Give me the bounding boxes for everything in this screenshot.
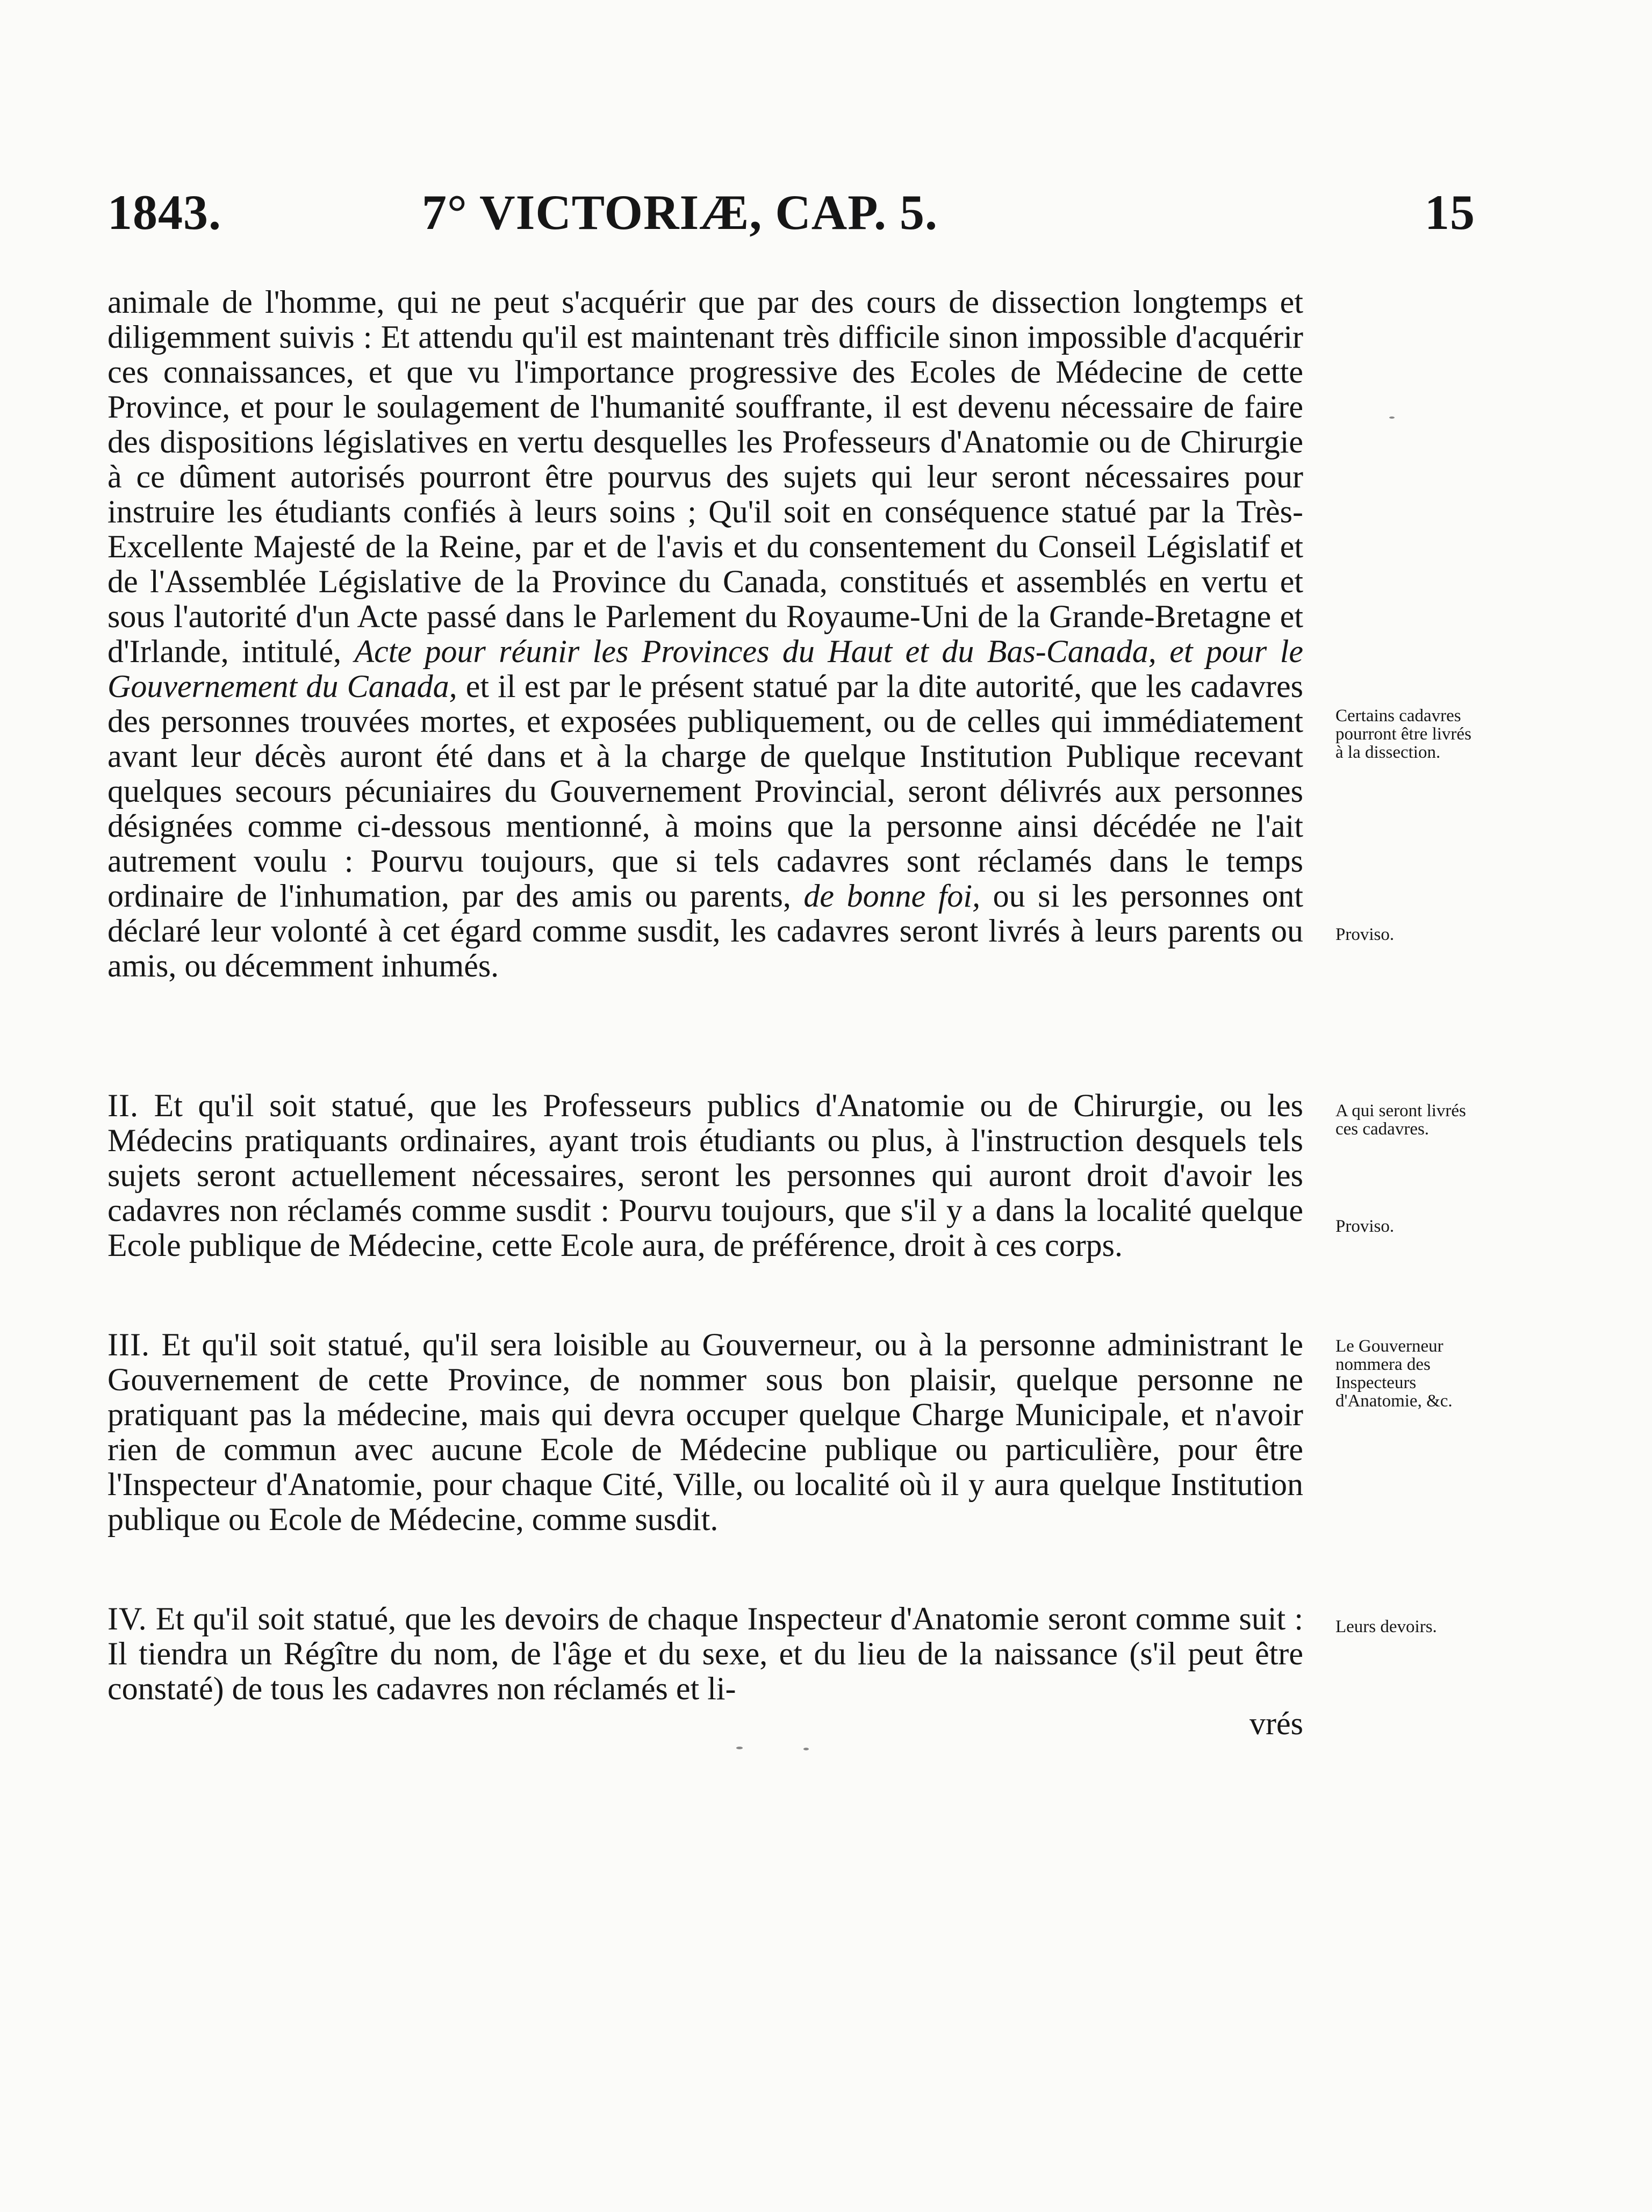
margin-note-gouverneur: Le Gouverneur nommera des Inspecteurs d'Anatomie, &c. xyxy=(1335,1337,1453,1411)
margin-note-a-qui: A qui seront livrés ces cadavres. xyxy=(1335,1101,1466,1139)
section-2-text: Et qu'il soit statué, que les Professeurs publics d'Anatomie ou de Chirurgie, ou les Médecins pratiquants ordinaires, ayant trois étudiants ou plus, à l'instruction desquels tels sujets seront actuellement nécessaires, seront les personnes qui auront droit d'avoir les cadavres non réclamés comme susdit : Pourvu toujours, que s'il y a dans la localité quelque Ecole publique de Médecine, cette Ecole aura, de préférence, droit à ces corps. xyxy=(107,1088,1303,1263)
margin-note-devoirs: Leurs devoirs. xyxy=(1335,1617,1437,1636)
running-header xyxy=(107,183,1475,242)
margin-note-proviso-2: Proviso. xyxy=(1335,1217,1395,1236)
section-4-number: IV. xyxy=(107,1601,147,1636)
section-4 xyxy=(107,1601,1303,1706)
header-year: 1843. xyxy=(107,185,221,240)
preamble-section-1 xyxy=(107,285,1303,983)
header-title: 7° VICTORIÆ, CAP. 5. xyxy=(422,185,938,240)
catchword: vrés xyxy=(1249,1706,1303,1741)
section-2 xyxy=(107,1088,1303,1263)
section-4-text: Et qu'il soit statué, que les devoirs de chaque Inspecteur d'Anatomie seront comme suit : Il tiendra un Régître du nom, de l'âge et du sexe, et du lieu de la naissance (s'il peut être constaté) de tous les cadavres non réclamés et li- xyxy=(107,1601,1303,1706)
print-speck xyxy=(736,1747,743,1749)
print-speck xyxy=(803,1748,809,1750)
section-2-number: II. xyxy=(107,1088,139,1123)
print-speck xyxy=(1389,416,1395,419)
section-1-text-a: animale de l'homme, qui ne peut s'acquérir que par des cours de dissection longtemps et diligemment suivis : Et attendu qu'il est maintenant très difficile sinon impossible d'acquérir ces connaissances, et que vu l'importance progressive des Ecoles de Médecine de cette Province, et pour le soulagement de l'humanité souffrante, il est devenu nécessaire de faire des dispositions législatives en vertu desquelles les Professeurs d'Anatomie ou de Chirurgie à ce dûment autorisés pourront être pourvus des sujets qui leur seront nécessaires pour instruire les étudiants confiés à leurs soins ; Qu'il soit en conséquence statué par la Très-Excellente Majesté de la Reine, par et de l'avis et du consentement du Conseil Législatif et de l'Assemblée Législative de la Province du Canada, constitués et assemblés en vertu et sous l'autorité d'un Acte passé dans le Parlement du Royaume-Uni de la Grande-Bretagne et d'Irlande, intitulé, xyxy=(107,284,1303,669)
page-number: 15 xyxy=(1425,185,1475,240)
act-title-italic: Acte pour réunir les Provinces du Haut et du Bas-Canada, et pour le Gouvernement du Canada, xyxy=(107,634,1303,704)
section-1-text-b: et il est par le présent statué par la dite autorité, que les cadavres des personnes trouvées mortes, et exposées publiquement, ou de celles qui immédiatement avant leur décès auront été dans et à la charge de quelque Institution Publique recevant quelques secours pécuniaires du Gouvernement Provincial, seront délivrés aux personnes désignées comme ci-dessous mentionné, à moins que la personne ainsi décédée ne l'ait autrement voulu : Pourvu toujours, que si tels cadavres sont réclamés dans le temps ordinaire de l'inhumation, par des amis ou parents, xyxy=(107,669,1303,914)
section-3-number: III. xyxy=(107,1327,150,1362)
section-3 xyxy=(107,1327,1303,1537)
bonne-foi-italic: de bonne foi, xyxy=(803,878,981,914)
margin-note-certains: Certains cadavres pourront être livrés à la dissection. xyxy=(1335,706,1471,762)
margin-note-proviso-1: Proviso. xyxy=(1335,925,1395,944)
section-1-text-c: ou si les personnes ont déclaré leur volonté à cet égard comme susdit, les cadavres seront livrés à leurs parents ou amis, ou décemment inhumés. xyxy=(107,878,1304,983)
section-3-text: Et qu'il soit statué, qu'il sera loisible au Gouverneur, ou à la personne administrant le Gouvernement de cette Province, de nommer sous bon plaisir, quelque personne ne pratiquant pas la médecine, mais qui devra occuper quelque Charge Municipale, et n'avoir rien de commun avec aucune Ecole de Médecine publique ou particulière, pour être l'Inspecteur d'Anatomie, pour chaque Cité, Ville, ou localité où il y aura quelque Institution publique ou Ecole de Médecine, comme susdit. xyxy=(107,1327,1303,1537)
